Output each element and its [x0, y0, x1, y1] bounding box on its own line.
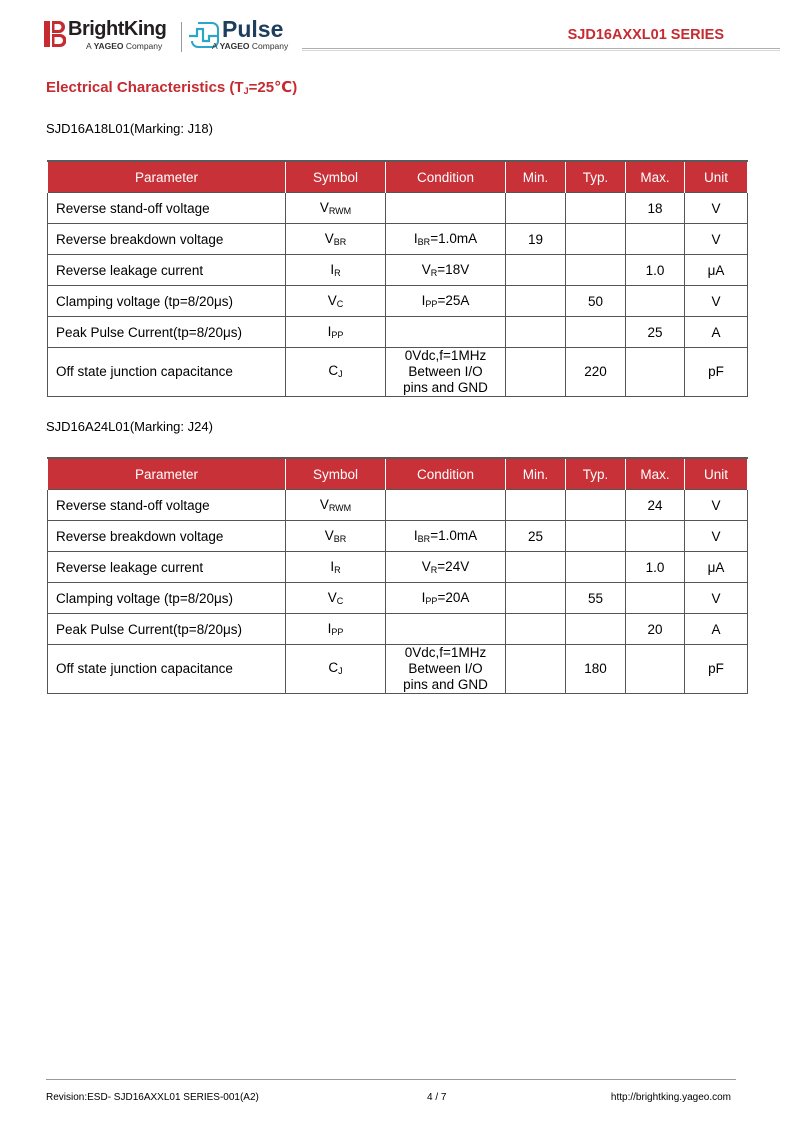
- parameter-cell: Clamping voltage (tp=8/20μs): [48, 286, 286, 317]
- typ-cell: [566, 255, 626, 286]
- col-header-unit: Unit: [685, 161, 748, 193]
- col-header-unit: Unit: [685, 458, 748, 490]
- max-cell: 18: [626, 193, 685, 224]
- max-cell: 24: [626, 490, 685, 521]
- min-cell: [506, 317, 566, 348]
- table-header-row: [48, 161, 748, 193]
- col-header-symbol: Symbol: [286, 161, 386, 193]
- col-header-max: Max.: [626, 458, 685, 490]
- pulse-tagline: A YAGEO Company: [212, 41, 289, 51]
- table-header-row: [48, 458, 748, 490]
- max-cell: [626, 583, 685, 614]
- typ-cell: [566, 614, 626, 645]
- unit-cell: A: [685, 614, 748, 645]
- min-cell: [506, 193, 566, 224]
- parameter-cell: Off state junction capacitance: [48, 348, 286, 397]
- col-header-min: Min.: [506, 161, 566, 193]
- typ-cell: [566, 317, 626, 348]
- unit-cell: V: [685, 521, 748, 552]
- condition-cell: $I_{PP}=20A$: [386, 583, 506, 614]
- min-cell: 25: [506, 521, 566, 552]
- brightking-wordmark: BrightKing: [68, 18, 167, 40]
- table-row: [48, 348, 748, 397]
- typ-cell: [566, 490, 626, 521]
- condition-cell: 0Vdc,f=1MHz Between I/O pins and GND: [386, 348, 506, 397]
- table-row: [48, 317, 748, 348]
- brightking-tagline: A YAGEO Company: [86, 41, 163, 51]
- typ-cell: [566, 224, 626, 255]
- footer-url[interactable]: http://brightking.yageo.com: [610, 1092, 731, 1103]
- parameter-cell: Reverse breakdown voltage: [48, 224, 286, 255]
- symbol-cell: $V_{RWM}$: [286, 193, 386, 224]
- unit-cell: V: [685, 193, 748, 224]
- col-header-parameter: Parameter: [48, 458, 286, 490]
- max-cell: [626, 224, 685, 255]
- unit-cell: V: [685, 490, 748, 521]
- unit-cell: V: [685, 224, 748, 255]
- typ-cell: 220: [566, 348, 626, 397]
- parameter-cell: Peak Pulse Current(tp=8/20μs): [48, 614, 286, 645]
- table-row: [48, 645, 748, 694]
- min-cell: [506, 286, 566, 317]
- max-cell: 1.0: [626, 255, 685, 286]
- condition-cell: [386, 490, 506, 521]
- table-row: [48, 521, 748, 552]
- spec-table-1: [47, 160, 748, 397]
- col-header-symbol: Symbol: [286, 458, 386, 490]
- col-header-parameter: Parameter: [48, 161, 286, 193]
- condition-cell: $V_R=24V$: [386, 552, 506, 583]
- table-row: [48, 255, 748, 286]
- symbol-cell: $V_{BR}$: [286, 521, 386, 552]
- parameter-cell: Reverse leakage current: [48, 552, 286, 583]
- symbol-cell: $V_C$: [286, 286, 386, 317]
- pulse-wordmark: Pulse: [222, 16, 284, 42]
- table-row: [48, 224, 748, 255]
- table-row: [48, 583, 748, 614]
- footer-page-number: 4 / 7: [427, 1092, 447, 1103]
- min-cell: [506, 645, 566, 694]
- unit-cell: V: [685, 286, 748, 317]
- spec-table-2: [47, 457, 748, 694]
- symbol-cell: $C_J$: [286, 645, 386, 694]
- header-rule: [302, 48, 780, 49]
- unit-cell: pF: [685, 348, 748, 397]
- typ-cell: 180: [566, 645, 626, 694]
- condition-cell: $I_{PP}=25A$: [386, 286, 506, 317]
- condition-cell: 0Vdc,f=1MHz Between I/O pins and GND: [386, 645, 506, 694]
- footer-rule: [46, 1079, 736, 1080]
- unit-cell: pF: [685, 645, 748, 694]
- unit-cell: V: [685, 583, 748, 614]
- typ-cell: 55: [566, 583, 626, 614]
- max-cell: 1.0: [626, 552, 685, 583]
- typ-cell: 50: [566, 286, 626, 317]
- symbol-cell: $I_R$: [286, 255, 386, 286]
- symbol-cell: $I_{PP}$: [286, 614, 386, 645]
- col-header-max: Max.: [626, 161, 685, 193]
- symbol-cell: $I_R$: [286, 552, 386, 583]
- min-cell: [506, 490, 566, 521]
- part-label-2: SJD16A24L01(Marking: J24): [46, 419, 213, 434]
- max-cell: [626, 348, 685, 397]
- symbol-cell: $V_{RWM}$: [286, 490, 386, 521]
- unit-cell: A: [685, 317, 748, 348]
- parameter-cell: Reverse stand-off voltage: [48, 490, 286, 521]
- section-title: Electrical Characteristics $(T_J=25℃)$: [46, 79, 298, 96]
- col-header-condition: Condition: [386, 161, 506, 193]
- min-cell: [506, 552, 566, 583]
- symbol-cell: $I_{PP}$: [286, 317, 386, 348]
- min-cell: [506, 583, 566, 614]
- min-cell: [506, 614, 566, 645]
- parameter-cell: Clamping voltage (tp=8/20μs): [48, 583, 286, 614]
- max-cell: 25: [626, 317, 685, 348]
- parameter-cell: Reverse leakage current: [48, 255, 286, 286]
- parameter-cell: Off state junction capacitance: [48, 645, 286, 694]
- part-label-1: SJD16A18L01(Marking: J18): [46, 121, 213, 136]
- condition-cell: $I_{BR}=1.0mA$: [386, 224, 506, 255]
- condition-cell: $I_{BR}=1.0mA$: [386, 521, 506, 552]
- condition-cell: [386, 614, 506, 645]
- col-header-typ: Typ.: [566, 161, 626, 193]
- parameter-cell: Reverse breakdown voltage: [48, 521, 286, 552]
- max-cell: [626, 286, 685, 317]
- page-header: [44, 18, 750, 54]
- condition-cell: [386, 317, 506, 348]
- symbol-cell: $V_C$: [286, 583, 386, 614]
- parameter-cell: Reverse stand-off voltage: [48, 193, 286, 224]
- unit-cell: μA: [685, 255, 748, 286]
- typ-cell: [566, 552, 626, 583]
- max-cell: 20: [626, 614, 685, 645]
- col-header-typ: Typ.: [566, 458, 626, 490]
- unit-cell: μA: [685, 552, 748, 583]
- logo-divider: [181, 22, 182, 52]
- footer-revision: Revision:ESD- SJD16AXXL01 SERIES-001(A2): [46, 1092, 259, 1103]
- symbol-cell: $C_J$: [286, 348, 386, 397]
- table-row: [48, 614, 748, 645]
- col-header-min: Min.: [506, 458, 566, 490]
- max-cell: [626, 645, 685, 694]
- table-row: [48, 552, 748, 583]
- condition-cell: $V_R=18V$: [386, 255, 506, 286]
- brightking-logo-icon: [44, 21, 66, 47]
- min-cell: 19: [506, 224, 566, 255]
- series-title: SJD16AXXL01 SERIES: [567, 27, 724, 43]
- symbol-cell: $V_{BR}$: [286, 224, 386, 255]
- typ-cell: [566, 193, 626, 224]
- min-cell: [506, 255, 566, 286]
- condition-cell: [386, 193, 506, 224]
- min-cell: [506, 348, 566, 397]
- parameter-cell: Peak Pulse Current(tp=8/20μs): [48, 317, 286, 348]
- table-row: [48, 193, 748, 224]
- table-row: [48, 490, 748, 521]
- typ-cell: [566, 521, 626, 552]
- table-row: [48, 286, 748, 317]
- header-rule-secondary: [302, 50, 780, 51]
- col-header-condition: Condition: [386, 458, 506, 490]
- max-cell: [626, 521, 685, 552]
